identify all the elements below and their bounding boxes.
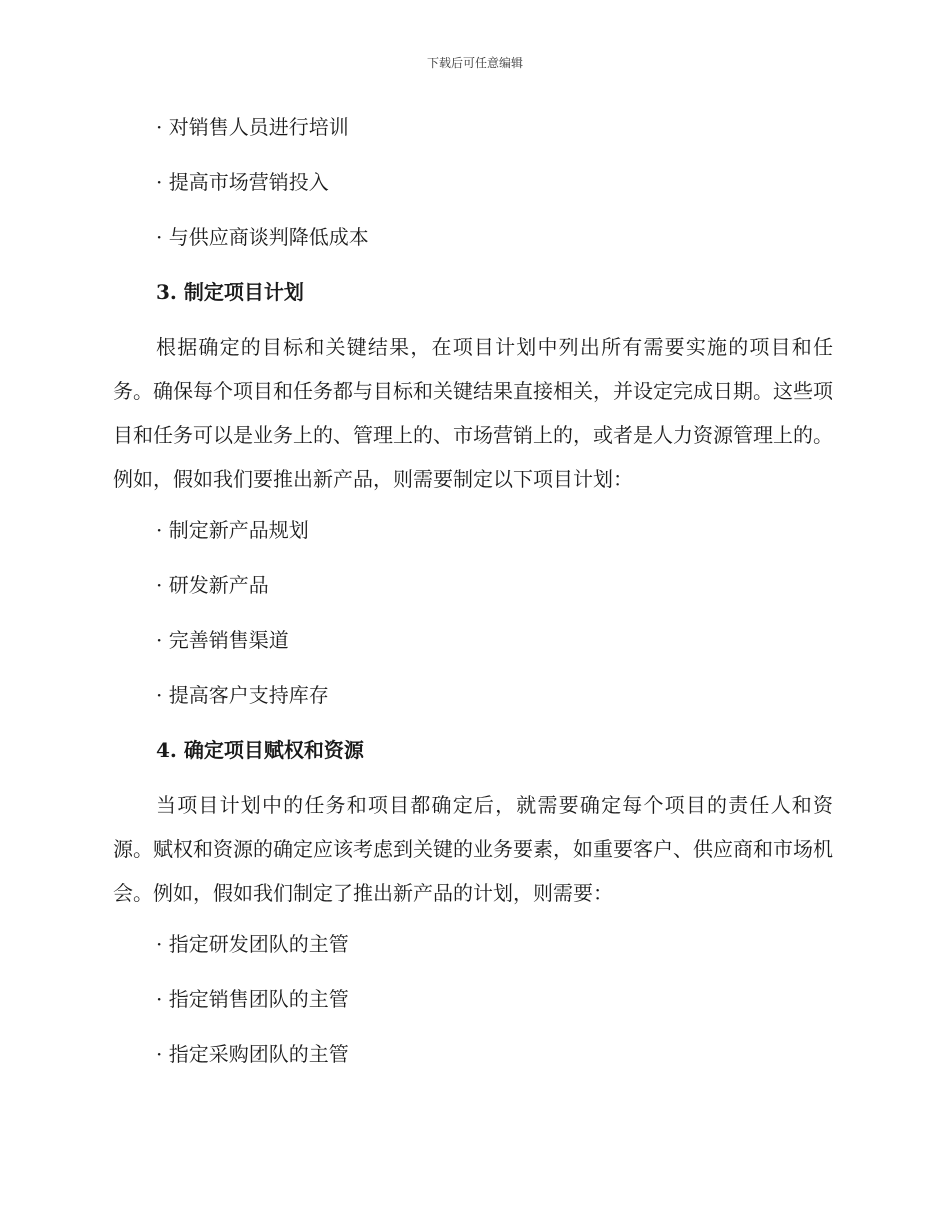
paragraph-3: 根据确定的目标和关键结果，在项目计划中列出所有需要实施的项目和任务。确保每个项目和任务都与目标和关键结果直接相关，并设定完成日期。这些项目和任务可以是业务上的、管理上的、市场营销上的，或者是人力资源管理上的。例如，假如我们要推出新产品，则需要制定以下项目计划：	[113, 335, 833, 491]
list-item: · 提高客户支持库存	[156, 683, 329, 707]
list-item: · 指定研发团队的主管	[156, 932, 349, 956]
list-item: · 提高市场营销投入	[156, 170, 329, 194]
page-header: 下载后可任意编辑	[426, 56, 523, 70]
document-body	[113, 110, 833, 1092]
list-item: · 指定销售团队的主管	[156, 987, 349, 1011]
list-item: · 研发新产品	[156, 573, 269, 597]
list-item: · 指定采购团队的主管	[156, 1042, 349, 1066]
list-item: · 完善销售渠道	[156, 628, 289, 652]
section-heading-3: 3. 制定项目计划	[156, 280, 304, 304]
list-item: · 与供应商谈判降低成本	[156, 225, 369, 249]
list-item: · 制定新产品规划	[156, 518, 309, 542]
paragraph-4: 当项目计划中的任务和项目都确定后，就需要确定每个项目的责任人和资源。赋权和资源的确定应该考虑到关键的业务要素，如重要客户、供应商和市场机会。例如，假如我们制定了推出新产品的计划，则需要：	[113, 793, 833, 905]
section-heading-4: 4. 确定项目赋权和资源	[156, 738, 364, 762]
list-item: · 对销售人员进行培训	[156, 115, 349, 139]
